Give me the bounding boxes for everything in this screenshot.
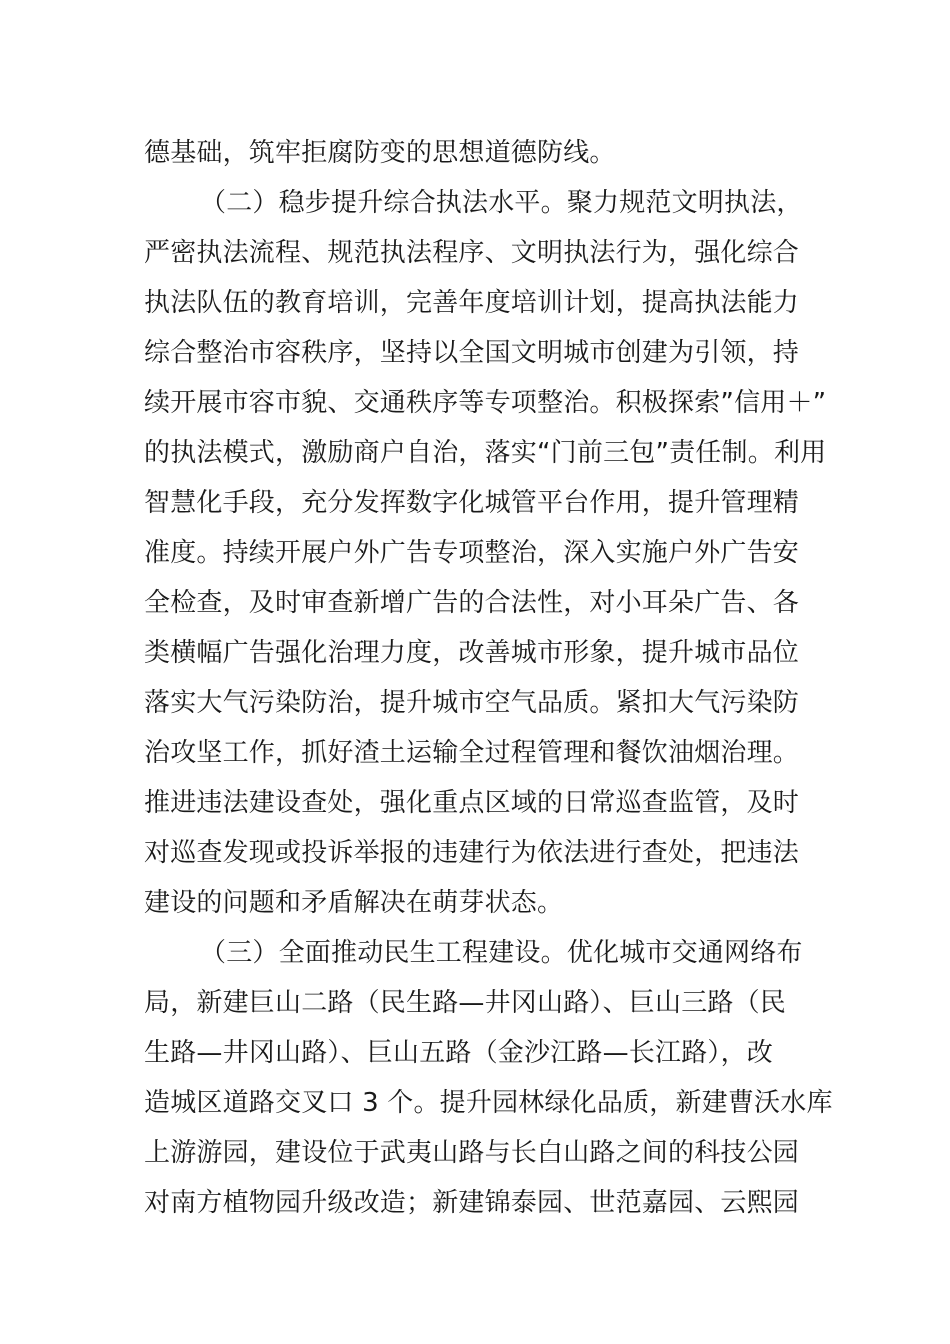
text-line: 上游游园，建设位于武夷山路与长白山路之间的科技公园 bbox=[144, 1138, 800, 1168]
text-line: 严密执法流程、规范执法程序、文明执法行为，强化综合 bbox=[144, 238, 800, 268]
text-line: 造城区道路交叉口 3 个。提升园林绿化品质，新建曹沃水库 bbox=[144, 1088, 833, 1118]
text-line: 生路—井冈山路）、巨山五路（金沙江路—长江路），改 bbox=[144, 1038, 774, 1068]
text-line: 落实大气污染防治，提升城市空气品质。紧扣大气污染防 bbox=[144, 688, 800, 718]
text-line: 准度。持续开展户外广告专项整治，深入实施户外广告安 bbox=[144, 538, 800, 568]
text-line: 智慧化手段，充分发挥数字化城管平台作用，提升管理精 bbox=[144, 488, 800, 518]
text-line: 对南方植物园升级改造；新建锦泰园、世范嘉园、云熙园 bbox=[144, 1188, 800, 1218]
text-line: 推进违法建设查处，强化重点区域的日常巡查监管，及时 bbox=[144, 788, 800, 818]
text-line: 全检查，及时审查新增广告的合法性，对小耳朵广告、各 bbox=[144, 588, 800, 618]
document-body bbox=[144, 128, 833, 1228]
text-line: 治攻坚工作，抓好渣土运输全过程管理和餐饮油烟治理。 bbox=[144, 738, 800, 768]
text-line: 局，新建巨山二路（民生路—井冈山路）、巨山三路（民 bbox=[144, 988, 787, 1018]
section-heading-line: （三）全面推动民生工程建设。优化城市交通网络布 bbox=[200, 938, 803, 968]
section-heading-line: （二）稳步提升综合执法水平。聚力规范文明执法， bbox=[200, 188, 803, 218]
text-line: 德基础，筑牢拒腐防变的思想道德防线。 bbox=[144, 138, 616, 168]
text-line: 续开展市容市貌、交通秩序等专项整治。积极探索”信用＋” bbox=[144, 388, 827, 418]
text-line: 的执法模式，激励商户自治，落实“门前三包”责任制。利用 bbox=[144, 438, 827, 468]
text-line: 对巡查发现或投诉举报的违建行为依法进行查处，把违法 bbox=[144, 838, 800, 868]
text-line: 综合整治市容秩序，坚持以全国文明城市创建为引领，持 bbox=[144, 338, 800, 368]
text-line: 执法队伍的教育培训，完善年度培训计划，提高执法能力 bbox=[144, 288, 800, 318]
text-line: 建设的问题和矛盾解决在萌芽状态。 bbox=[144, 888, 564, 918]
text-line: 类横幅广告强化治理力度，改善城市形象，提升城市品位 bbox=[144, 638, 800, 668]
